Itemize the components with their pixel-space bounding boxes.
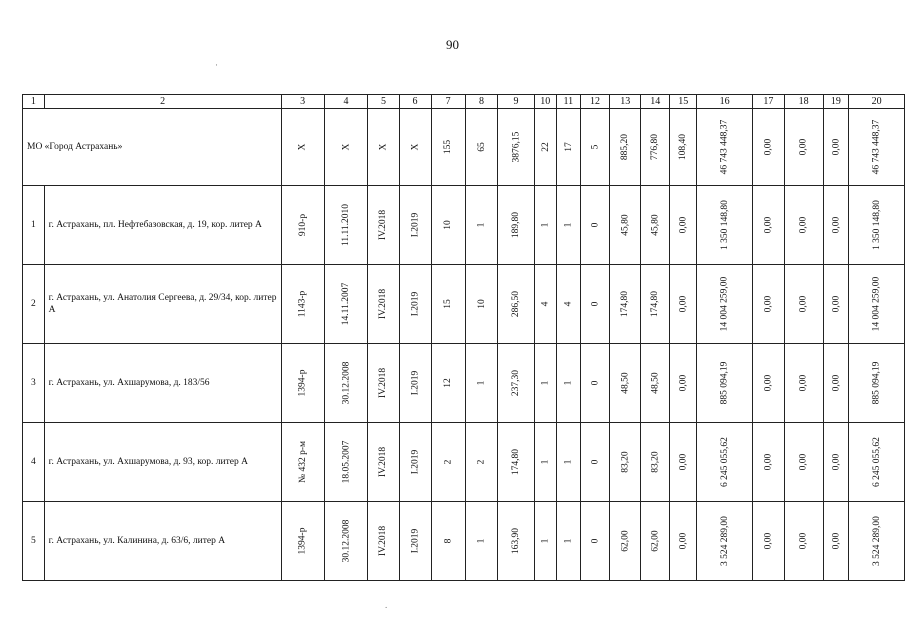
cell-doc-no	[281, 186, 324, 265]
table-row	[23, 265, 905, 344]
cell-value: 0	[589, 222, 600, 228]
cell-value: 0	[589, 380, 600, 386]
cell-c9	[498, 423, 534, 502]
cell-value: 1	[563, 459, 574, 465]
cell-c18	[784, 423, 823, 502]
cell-c7	[431, 344, 465, 423]
cell-value: 6 245 055,62	[719, 437, 730, 487]
cell-c15	[670, 344, 697, 423]
cell-c5	[368, 186, 399, 265]
cell-value: IV.2018	[378, 446, 389, 478]
cell-value: 0,00	[798, 216, 809, 234]
total-c5: Х	[368, 109, 399, 186]
column-number: 4	[324, 95, 368, 109]
cell-value: 62,00	[620, 530, 631, 552]
cell-c7	[431, 423, 465, 502]
cell-c5	[368, 344, 399, 423]
cell-value: 62,00	[650, 530, 661, 552]
cell-doc-no	[281, 265, 324, 344]
cell-c20	[849, 344, 905, 423]
cell-value: 0,00	[830, 532, 841, 550]
cell-value: 0,00	[830, 374, 841, 392]
cell-value: 10	[476, 299, 487, 309]
cell-c12	[580, 265, 609, 344]
column-number: 17	[752, 95, 784, 109]
cell-c9	[498, 502, 534, 581]
column-number: 12	[580, 95, 609, 109]
cell-value: 0,00	[763, 295, 774, 313]
cell-c19	[823, 186, 849, 265]
cell-doc-no	[281, 423, 324, 502]
cell-value: 0,00	[830, 216, 841, 234]
cell-value: 30.12.2008	[340, 519, 351, 563]
cell-value: 0,00	[678, 532, 689, 550]
cell-value: 10	[443, 220, 454, 230]
cell-value: IV.2018	[378, 367, 389, 399]
cell-value: 1	[563, 538, 574, 544]
scan-mark: ·	[215, 60, 218, 70]
cell-c5	[368, 423, 399, 502]
cell-c8	[465, 186, 498, 265]
cell-c8	[465, 502, 498, 581]
cell-value: 0	[589, 538, 600, 544]
cell-c12	[580, 502, 609, 581]
cell-c12	[580, 186, 609, 265]
cell-value: 0,00	[678, 374, 689, 392]
cell-c11	[556, 186, 580, 265]
cell-c17	[752, 502, 784, 581]
column-number: 18	[784, 95, 823, 109]
cell-value: 174,80	[510, 448, 521, 476]
cell-value: 1394-р	[297, 527, 308, 555]
cell-c17	[752, 186, 784, 265]
cell-c12	[580, 344, 609, 423]
cell-c18	[784, 502, 823, 581]
table-row	[23, 502, 905, 581]
cell-value: 910-р	[297, 213, 308, 237]
cell-value: 0	[589, 301, 600, 307]
cell-c17	[752, 423, 784, 502]
total-c8: 65	[465, 109, 498, 186]
cell-c7	[431, 265, 465, 344]
cell-value: 45,80	[620, 214, 631, 236]
cell-c13	[610, 344, 641, 423]
cell-c7	[431, 186, 465, 265]
cell-c14	[641, 265, 670, 344]
cell-c16	[697, 502, 753, 581]
cell-doc-date	[324, 186, 368, 265]
cell-c10	[534, 344, 556, 423]
cell-c15	[670, 186, 697, 265]
cell-value: 14 004 259,00	[871, 276, 882, 332]
cell-value: 48,50	[650, 372, 661, 394]
total-c4: Х	[324, 109, 368, 186]
housing-register-table	[22, 94, 905, 581]
row-number: 1	[23, 186, 45, 265]
cell-c6	[399, 344, 431, 423]
cell-c9	[498, 186, 534, 265]
cell-c15	[670, 502, 697, 581]
cell-value: 1	[540, 459, 551, 465]
cell-c15	[670, 265, 697, 344]
total-c10: 22	[534, 109, 556, 186]
cell-value: 4	[563, 301, 574, 307]
cell-c7	[431, 502, 465, 581]
cell-value: 0,00	[678, 453, 689, 471]
column-number: 6	[399, 95, 431, 109]
cell-value: 48,50	[620, 372, 631, 394]
cell-value: 163,90	[510, 527, 521, 555]
address-cell: г. Астрахань, пл. Нефтебазовская, д. 19, кор. литер А	[44, 186, 281, 265]
cell-doc-no	[281, 344, 324, 423]
total-row	[23, 109, 905, 186]
total-c6: Х	[399, 109, 431, 186]
cell-c18	[784, 344, 823, 423]
cell-value: 3 524 289,00	[719, 516, 730, 566]
total-c20: 46 743 448,37	[849, 109, 905, 186]
cell-value: 0,00	[830, 453, 841, 471]
table-row	[23, 344, 905, 423]
column-number: 15	[670, 95, 697, 109]
cell-c9	[498, 265, 534, 344]
cell-value: 83,20	[650, 451, 661, 473]
cell-value: IV.2018	[378, 288, 389, 320]
cell-value: IV.2018	[378, 209, 389, 241]
total-c18: 0,00	[784, 109, 823, 186]
cell-c11	[556, 423, 580, 502]
total-c11: 17	[556, 109, 580, 186]
cell-value: 0,00	[830, 295, 841, 313]
cell-value: 0,00	[798, 532, 809, 550]
cell-value: № 432 р-м	[297, 441, 308, 483]
cell-value: 0,00	[678, 216, 689, 234]
cell-value: 1	[540, 222, 551, 228]
page-number: 90	[446, 37, 459, 52]
municipality-label: МО «Город Астрахань»	[23, 109, 282, 186]
cell-value: 14.11.2007	[340, 282, 351, 326]
cell-value: 11.11.2010	[340, 203, 351, 247]
column-number: 20	[849, 95, 905, 109]
cell-c14	[641, 423, 670, 502]
cell-c18	[784, 265, 823, 344]
cell-value: 45,80	[650, 214, 661, 236]
cell-value: 14 004 259,00	[719, 276, 730, 332]
cell-value: 1	[540, 380, 551, 386]
cell-value: 1	[563, 380, 574, 386]
cell-c6	[399, 423, 431, 502]
total-c13: 885,20	[610, 109, 641, 186]
cell-c11	[556, 502, 580, 581]
column-number: 3	[281, 95, 324, 109]
cell-c16	[697, 186, 753, 265]
cell-c16	[697, 265, 753, 344]
column-number: 2	[44, 95, 281, 109]
address-cell: г. Астрахань, ул. Ахшарумова, д. 183/56	[44, 344, 281, 423]
cell-c20	[849, 502, 905, 581]
cell-doc-no	[281, 502, 324, 581]
column-number: 7	[431, 95, 465, 109]
total-c19: 0,00	[823, 109, 849, 186]
cell-value: 1	[476, 538, 487, 544]
cell-doc-date	[324, 344, 368, 423]
cell-c6	[399, 186, 431, 265]
cell-value: I.2019	[410, 212, 421, 238]
cell-value: 2	[443, 459, 454, 465]
cell-c10	[534, 423, 556, 502]
cell-value: 286,50	[510, 290, 521, 318]
cell-doc-date	[324, 423, 368, 502]
row-number: 3	[23, 344, 45, 423]
address-cell: г. Астрахань, ул. Калинина, д. 63/6, литер А	[44, 502, 281, 581]
cell-value: 1 350 148,80	[871, 200, 882, 250]
column-number-row	[23, 95, 905, 109]
cell-value: 0,00	[798, 295, 809, 313]
cell-value: 0,00	[763, 453, 774, 471]
cell-value: 4	[540, 301, 551, 307]
total-c14: 776,80	[641, 109, 670, 186]
total-c12: 5	[580, 109, 609, 186]
cell-c15	[670, 423, 697, 502]
cell-c17	[752, 344, 784, 423]
total-c17: 0,00	[752, 109, 784, 186]
cell-value: I.2019	[410, 291, 421, 317]
column-number: 14	[641, 95, 670, 109]
column-number: 11	[556, 95, 580, 109]
cell-value: 1	[563, 222, 574, 228]
cell-value: 18.05.2007	[340, 440, 351, 484]
cell-value: I.2019	[410, 449, 421, 475]
cell-value: I.2019	[410, 370, 421, 396]
address-cell: г. Астрахань, ул. Анатолия Сергеева, д. 29/34, кор. литер А	[44, 265, 281, 344]
cell-value: 30.12.2008	[340, 361, 351, 405]
table-row	[23, 186, 905, 265]
cell-value: 1	[476, 380, 487, 386]
total-c15: 108,40	[670, 109, 697, 186]
cell-value: 2	[476, 459, 487, 465]
cell-c6	[399, 265, 431, 344]
cell-doc-date	[324, 265, 368, 344]
cell-c8	[465, 344, 498, 423]
cell-value: 1143-р	[297, 290, 308, 318]
cell-c20	[849, 423, 905, 502]
column-number: 5	[368, 95, 399, 109]
column-number: 16	[697, 95, 753, 109]
cell-c14	[641, 344, 670, 423]
cell-c10	[534, 502, 556, 581]
cell-value: 12	[443, 378, 454, 388]
cell-value: 0,00	[763, 532, 774, 550]
cell-value: 0,00	[798, 374, 809, 392]
cell-value: 174,80	[650, 290, 661, 318]
cell-value: 174,80	[620, 290, 631, 318]
cell-c17	[752, 265, 784, 344]
cell-value: 885 094,19	[871, 361, 882, 405]
cell-c13	[610, 423, 641, 502]
cell-c14	[641, 186, 670, 265]
address-cell: г. Астрахань, ул. Ахшарумова, д. 93, кор. литер А	[44, 423, 281, 502]
column-number: 19	[823, 95, 849, 109]
cell-c9	[498, 344, 534, 423]
column-number: 10	[534, 95, 556, 109]
cell-value: 3 524 289,00	[871, 516, 882, 566]
cell-value: IV.2018	[378, 525, 389, 557]
cell-value: 0	[589, 459, 600, 465]
cell-value: 1	[476, 222, 487, 228]
cell-value: 1	[540, 538, 551, 544]
cell-c20	[849, 265, 905, 344]
row-number: 2	[23, 265, 45, 344]
cell-c13	[610, 265, 641, 344]
cell-c13	[610, 502, 641, 581]
cell-c8	[465, 265, 498, 344]
total-c3: Х	[281, 109, 324, 186]
cell-c19	[823, 423, 849, 502]
scan-mark: .	[385, 600, 388, 610]
total-c7: 155	[431, 109, 465, 186]
cell-value: 1394-р	[297, 369, 308, 397]
cell-value: 237,30	[510, 369, 521, 397]
total-c9: 3876,15	[498, 109, 534, 186]
cell-c19	[823, 344, 849, 423]
cell-value: 0,00	[763, 216, 774, 234]
cell-c5	[368, 502, 399, 581]
cell-c10	[534, 186, 556, 265]
table-row	[23, 423, 905, 502]
cell-c19	[823, 502, 849, 581]
cell-value: 0,00	[763, 374, 774, 392]
cell-value: 8	[443, 538, 454, 544]
cell-value: 0,00	[798, 453, 809, 471]
cell-value: I.2019	[410, 528, 421, 554]
column-number: 9	[498, 95, 534, 109]
total-c16: 46 743 448,37	[697, 109, 753, 186]
cell-c5	[368, 265, 399, 344]
row-number: 5	[23, 502, 45, 581]
cell-c8	[465, 423, 498, 502]
cell-value: 1 350 148,80	[719, 200, 730, 250]
cell-c18	[784, 186, 823, 265]
column-number: 1	[23, 95, 45, 109]
column-number: 13	[610, 95, 641, 109]
cell-value: 6 245 055,62	[871, 437, 882, 487]
cell-value: 0,00	[678, 295, 689, 313]
column-number: 8	[465, 95, 498, 109]
cell-value: 189,80	[510, 211, 521, 239]
cell-c14	[641, 502, 670, 581]
row-number: 4	[23, 423, 45, 502]
cell-c13	[610, 186, 641, 265]
cell-c10	[534, 265, 556, 344]
cell-value: 83,20	[620, 451, 631, 473]
cell-c11	[556, 344, 580, 423]
cell-value: 885 094,19	[719, 361, 730, 405]
cell-c16	[697, 423, 753, 502]
cell-c19	[823, 265, 849, 344]
cell-value: 15	[443, 299, 454, 309]
cell-c11	[556, 265, 580, 344]
cell-c20	[849, 186, 905, 265]
cell-doc-date	[324, 502, 368, 581]
cell-c12	[580, 423, 609, 502]
cell-c16	[697, 344, 753, 423]
cell-c6	[399, 502, 431, 581]
